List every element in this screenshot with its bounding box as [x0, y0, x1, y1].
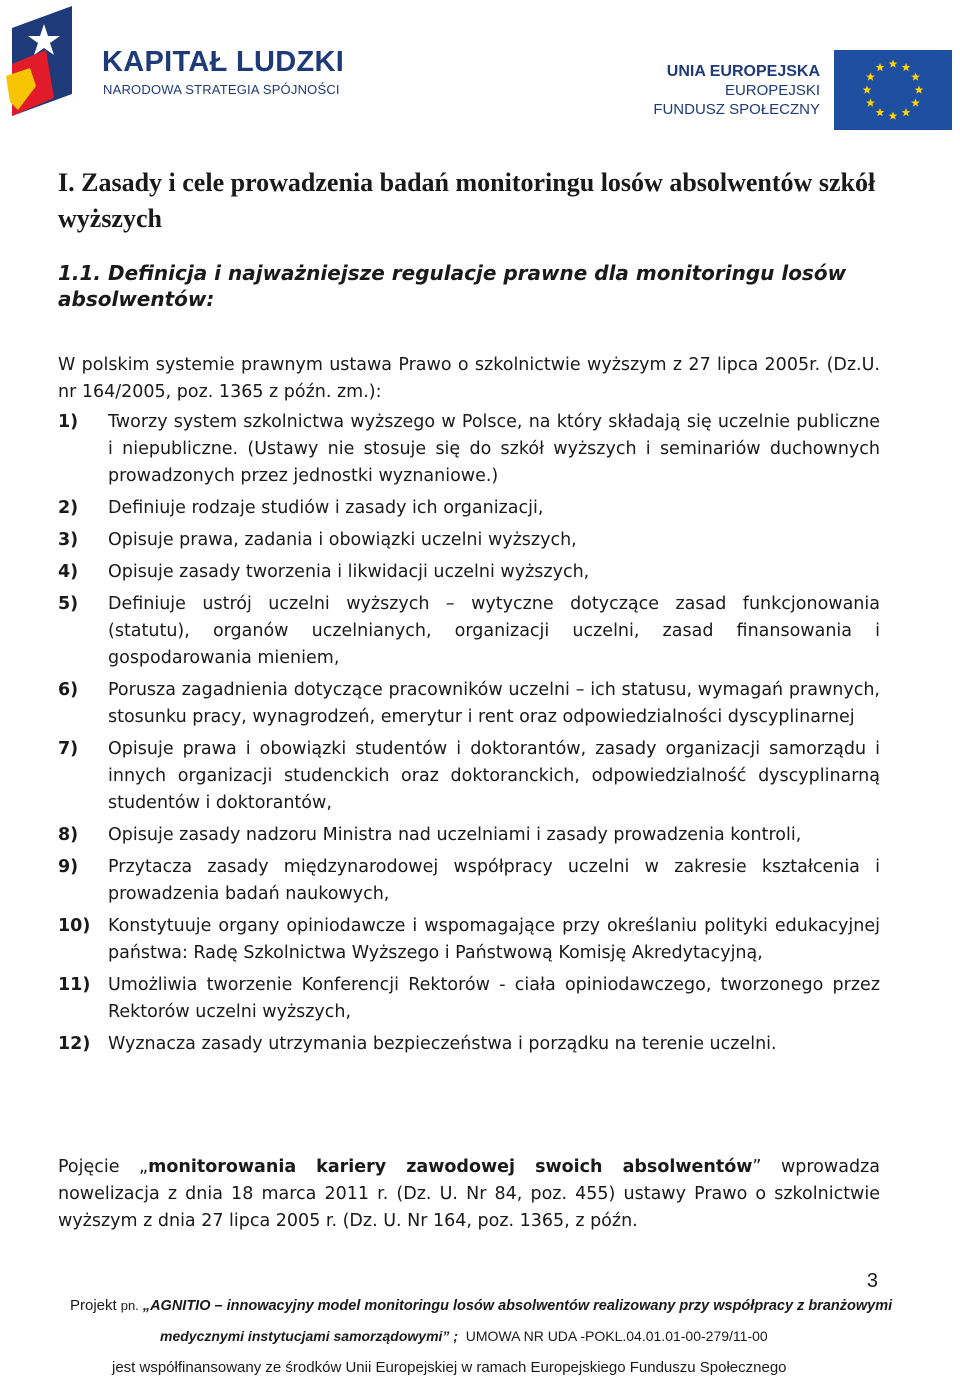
footer-line-3: jest współfinansowany ze środków Unii Europejskiej w ramach Europejskiego Funduszu Społecznego — [112, 1359, 787, 1376]
eu-line-2: EUROPEJSKI — [724, 82, 820, 99]
closing-prefix: Pojęcie „ — [58, 1157, 149, 1177]
list-item-text: Tworzy system szkolnictwa wyższego w Polsce, na który składają się uczelnie publiczne i niepubliczne. (Ustawy nie stosuje się do szkół wyższych i seminariów duchownych prowadzonych przez jednostki wyznaniowe.) — [108, 412, 880, 486]
kapital-ludzki-subtitle: NARODOWA STRATEGIA SPÓJNOŚCI — [103, 82, 340, 97]
list-item-number: 2) — [58, 498, 79, 518]
list-item-number: 5) — [58, 594, 79, 614]
list-item-text: Przytacza zasady międzynarodowej współpracy uczelni w zakresie kształcenia i prowadzenia badań naukowych, — [108, 857, 880, 904]
eu-flag-icon — [834, 50, 952, 130]
list-item-text: Opisuje zasady tworzenia i likwidacji uczelni wyższych, — [108, 562, 590, 582]
closing-bold-term: monitorowania kariery zawodowej swoich absolwentów — [148, 1157, 753, 1177]
list-item — [58, 591, 880, 672]
list-item-number: 6) — [58, 680, 79, 700]
list-item — [58, 495, 880, 522]
list-item-text: Opisuje prawa, zadania i obowiązki uczelni wyższych, — [108, 530, 577, 550]
list-item-number: 11) — [58, 975, 91, 995]
list-item — [58, 527, 880, 554]
eu-social-fund-logo — [653, 50, 956, 132]
list-item — [58, 559, 880, 586]
list-item — [58, 1031, 880, 1058]
list-item-text: Definiuje rodzaje studiów i zasady ich organizacji, — [108, 498, 544, 518]
list-item-number: 4) — [58, 562, 79, 582]
footer-project-title-1: „AGNITIO – innowacyjny model monitoringu losów absolwentów realizowany przy współpracy z branżowymi — [142, 1298, 893, 1314]
subsection-heading: 1.1. Definicja i najważniejsze regulacje prawne dla monitoringu losów absolwentów: — [58, 261, 847, 311]
list-item-text: Konstytuuje organy opiniodawcze i wspomagające przy określaniu polityki edukacyjnej państwa: Radę Szkolnictwa Wyższego i Państwową Komisję Akredytacyjną, — [108, 916, 880, 963]
list-item — [58, 822, 880, 849]
list-item — [58, 972, 880, 1026]
footer-line-1 — [70, 1297, 892, 1314]
list-item-number: 7) — [58, 739, 79, 759]
list-item-text: Porusza zagadnienia dotyczące pracowników uczelni – ich statusu, wymagań prawnych, stosunku pracy, wynagrodzeń, emerytur i rent oraz odpowiedzialności dyscyplinarnej — [108, 680, 880, 727]
eu-line-3: FUNDUSZ SPOŁECZNY — [653, 101, 820, 118]
list-item — [58, 409, 880, 490]
list-item — [58, 913, 880, 967]
page-number: 3 — [866, 1270, 878, 1292]
list-item-text: Umożliwia tworzenie Konferencji Rektorów - ciała opiniodawczego, tworzonego przez Rektorów uczelni wyższych, — [108, 975, 880, 1022]
list-item-number: 3) — [58, 530, 79, 550]
footer-pn: pn. — [120, 1298, 139, 1313]
footer-line-2 — [160, 1328, 768, 1344]
kapital-ludzki-title: KAPITAŁ LUDZKI — [102, 46, 345, 78]
list-item-number: 8) — [58, 825, 79, 845]
law-provisions-list — [58, 409, 880, 1063]
list-item-text: Definiuje ustrój uczelni wyższych – wytyczne dotyczące zasad funkcjonowania (statutu), organów uczelnianych, organizacji uczelni, zasad finansowania i gospodarowania mieniem, — [108, 594, 880, 668]
list-item-text: Opisuje prawa i obowiązki studentów i doktorantów, zasady organizacji samorządu i innych organizacji studenckich oraz doktoranckich, odpowiedzialność dyscyplinarną studentów i doktorantów, — [108, 739, 880, 813]
list-item-number: 9) — [58, 857, 79, 877]
list-item-text: Wyznacza zasady utrzymania bezpieczeństwa i porządku na terenie uczelni. — [108, 1034, 777, 1054]
list-item — [58, 736, 880, 817]
list-item — [58, 677, 880, 731]
closing-suffix: ” wprowadza nowelizacja z dnia 18 marca 2011 r. (Dz. U. Nr 84, poz. 455) ustawy Prawo o szkolnictwie wyższym z dnia 27 lipca 2005 r. (Dz. U. Nr 164, poz. 1365, z późn. — [58, 1157, 880, 1231]
footer-project-title-2: medycznymi instytucjami samorządowymi” ; — [160, 1328, 458, 1344]
list-item-number: 12) — [58, 1034, 91, 1054]
kapital-ludzki-logo — [6, 6, 366, 122]
list-item-text: Opisuje zasady nadzoru Ministra nad uczelniami i zasady prowadzenia kontroli, — [108, 825, 802, 845]
footer-projekt: Projekt — [70, 1297, 117, 1314]
list-item — [58, 854, 880, 908]
eu-logo-text — [653, 62, 820, 119]
closing-paragraph — [58, 1154, 880, 1235]
intro-paragraph: W polskim systemie prawnym ustawa Prawo o szkolnictwie wyższym z 27 lipca 2005r. (Dz.U. nr 164/2005, poz. 1365 z późn. zm.): — [58, 355, 880, 402]
footer-contract-number: UMOWA NR UDA -POKL.04.01.01-00-279/11-00 — [465, 1328, 768, 1344]
list-item-number: 10) — [58, 916, 91, 936]
section-heading: I. Zasady i cele prowadzenia badań monitoringu losów absolwentów szkół wyższych — [58, 168, 876, 233]
eu-line-1: UNIA EUROPEJSKA — [666, 63, 820, 80]
kapital-ludzki-flag-icon — [6, 6, 78, 122]
list-item-number: 1) — [58, 412, 79, 432]
